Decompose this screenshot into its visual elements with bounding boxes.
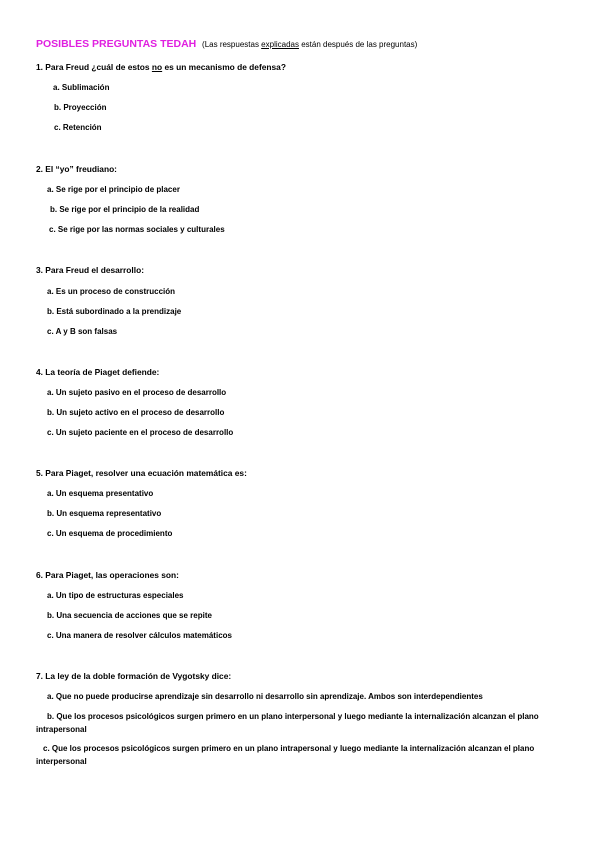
- question-2: 2. El “yo” freudiano:: [36, 164, 117, 174]
- question-1-underlined: no: [151, 62, 163, 72]
- question-6-option-c: c. Una manera de resolver cálculos matemáticos: [47, 631, 232, 640]
- question-4-option-a: a. Un sujeto pasivo en el proceso de desarrollo: [47, 388, 227, 397]
- title-note-before: (Las respuestas: [202, 40, 262, 49]
- question-1-option-b: b. Proyección: [54, 103, 107, 112]
- question-6-option-a: a. Un tipo de estructuras especiales: [47, 591, 184, 600]
- title-note-underlined: explicadas: [261, 40, 299, 49]
- question-7: 7. La ley de la doble formación de Vygotsky dice:: [36, 671, 232, 681]
- question-4: 4. La teoría de Piaget defiende:: [36, 367, 160, 377]
- question-7-option-c: c. Que los procesos psicológicos surgen primero en un plano intrapersonal y luego mediante la internalización alcanzan el plano interpersonal: [36, 744, 535, 766]
- question-7-option-b: b. Que los procesos psicológicos surgen primero en un plano interpersonal y luego mediante la internalización alcanzan el plano intrapersonal: [36, 712, 539, 734]
- page-title-line: [36, 38, 417, 50]
- question-1: [36, 62, 286, 72]
- question-3-option-b: b. Está subordinado a la prendizaje: [47, 307, 182, 316]
- question-1-text-after: es un mecanismo de defensa?: [162, 62, 286, 72]
- title-note-after: están después de las preguntas): [298, 40, 418, 49]
- question-2-option-b: b. Se rige por el principio de la realidad: [50, 205, 200, 214]
- question-4-option-b: b. Un sujeto activo en el proceso de desarrollo: [47, 408, 225, 417]
- question-1-option-a: a. Sublimación: [53, 83, 110, 92]
- question-3: 3. Para Freud el desarrollo:: [36, 265, 144, 275]
- question-3-option-c: c. A y B son falsas: [47, 327, 118, 336]
- question-3-option-a: a. Es un proceso de construcción: [47, 287, 176, 296]
- question-1-text-before: 1. Para Freud ¿cuál de estos: [36, 62, 152, 72]
- question-6: 6. Para Piaget, las operaciones son:: [36, 570, 179, 580]
- question-5-option-a: a. Un esquema presentativo: [47, 489, 154, 498]
- question-1-option-c: c. Retención: [54, 123, 102, 132]
- question-6-option-b: b. Una secuencia de acciones que se repite: [47, 611, 212, 620]
- question-2-option-c: c. Se rige por las normas sociales y culturales: [49, 225, 225, 234]
- question-5-option-c: c. Un esquema de procedimiento: [47, 529, 173, 538]
- question-7-option-a: a. Que no puede producirse aprendizaje sin desarrollo ni desarrollo sin aprendizaje. Ambos son interdependientes: [47, 692, 483, 701]
- question-5-option-b: b. Un esquema representativo: [47, 509, 162, 518]
- question-2-option-a: a. Se rige por el principio de placer: [47, 185, 180, 194]
- question-5: 5. Para Piaget, resolver una ecuación matemática es:: [36, 468, 247, 478]
- title-note: [202, 40, 417, 49]
- page-title: POSIBLES PREGUNTAS TEDAH: [36, 38, 197, 50]
- question-4-option-c: c. Un sujeto paciente en el proceso de desarrollo: [47, 428, 234, 437]
